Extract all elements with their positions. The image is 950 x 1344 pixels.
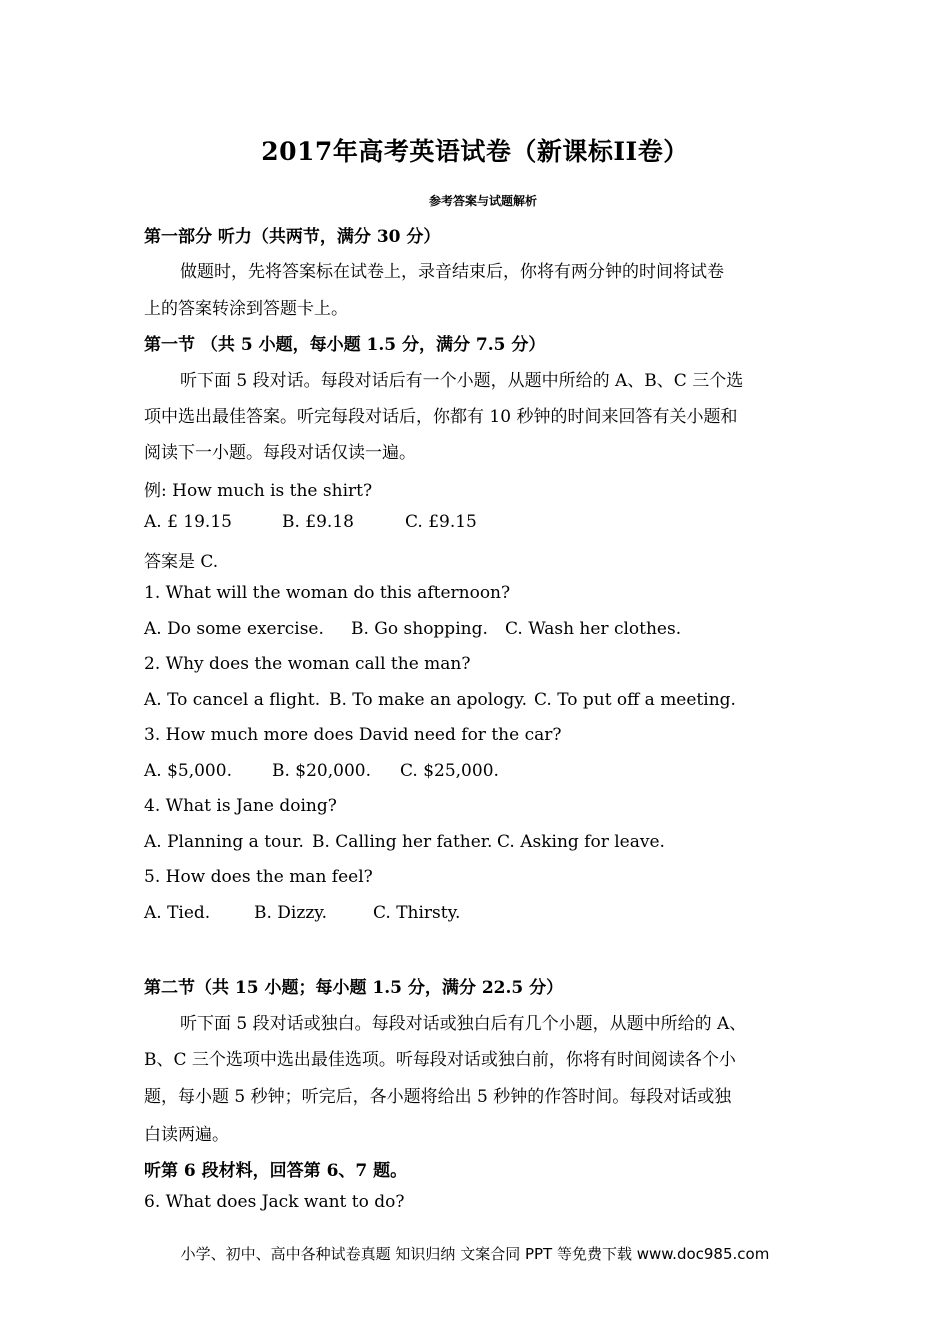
question-4-option-c: C. Asking for leave.: [497, 832, 665, 852]
question-2-option-c: C. To put off a meeting.: [534, 690, 736, 710]
question-2-options: [144, 690, 736, 710]
example-option-c: C. £9.15: [405, 512, 477, 532]
part1-heading: 第一部分 听力（共两节，满分 30 分）: [144, 227, 441, 247]
question-3-option-c: C. $25,000.: [400, 761, 499, 781]
question-6: 6. What does Jack want to do?: [144, 1192, 405, 1212]
page-subtitle: 参考答案与试题解析: [428, 194, 537, 208]
section1-intro-line-3: 阅读下一小题。每段对话仅读一遍。: [144, 443, 416, 463]
question-5: 5. How does the man feel?: [144, 867, 373, 887]
section2-intro-line-4: 白读两遍。: [144, 1125, 229, 1145]
page-footer: 小学、初中、高中各种试卷真题 知识归纳 文案合同 PPT 等免费下载 www.doc985.com: [180, 1245, 770, 1263]
question-1-option-a: A. Do some exercise.: [144, 619, 324, 639]
question-2-option-a: A. To cancel a flight.: [144, 690, 321, 710]
section2-intro-line-1: 听下面 5 段对话或独白。每段对话或独白后有几个小题，从题中所给的 A、: [180, 1014, 747, 1034]
question-5-option-a: A. Tied.: [144, 903, 211, 923]
question-1: 1. What will the woman do this afternoon?: [144, 583, 511, 603]
example-answer: 答案是 C.: [144, 552, 219, 572]
example-question: 例: How much is the shirt?: [144, 481, 373, 501]
question-1-option-c: C. Wash her clothes.: [505, 619, 682, 639]
question-3: 3. How much more does David need for the car?: [144, 725, 562, 745]
question-1-option-b: B. Go shopping.: [351, 619, 488, 639]
question-4-options: [144, 832, 665, 852]
question-2-option-b: B. To make an apology.: [329, 690, 528, 710]
part1-intro-line-2: 上的答案转涂到答题卡上。: [144, 299, 348, 319]
question-1-options: [144, 619, 681, 639]
part1-intro-line-1: 做题时，先将答案标在试卷上，录音结束后，你将有两分钟的时间将试卷: [180, 262, 724, 282]
question-5-options: [144, 903, 460, 923]
example-option-b: B. £9.18: [282, 512, 354, 532]
question-4-option-a: A. Planning a tour.: [144, 832, 304, 852]
section1-intro-line-1: 听下面 5 段对话。每段对话后有一个小题，从题中所给的 A、B、C 三个选: [180, 371, 744, 391]
material-6-heading: 听第 6 段材料，回答第 6、7 题。: [144, 1161, 408, 1181]
question-4-option-b: B. Calling her father.: [312, 832, 493, 852]
question-5-option-c: C. Thirsty.: [373, 903, 461, 923]
page-title: 2017年高考英语试卷（新课标II卷）: [261, 137, 689, 166]
section1-intro-line-2: 项中选出最佳答案。听完每段对话后，你都有 10 秒钟的时间来回答有关小题和: [144, 407, 738, 427]
question-3-options: [144, 761, 499, 781]
example-option-a: A. £ 19.15: [144, 512, 232, 532]
question-3-option-b: B. $20,000.: [272, 761, 372, 781]
question-4: 4. What is Jane doing?: [144, 796, 337, 816]
question-3-option-a: A. $5,000.: [144, 761, 232, 781]
example-options: [144, 512, 477, 532]
section2-heading: 第二节（共 15 小题；每小题 1.5 分，满分 22.5 分）: [144, 978, 564, 998]
section2-intro-line-2: B、C 三个选项中选出最佳选项。听每段对话或独白前，你将有时间阅读各个小: [144, 1050, 736, 1070]
section2-intro-line-3: 题，每小题 5 秒钟；听完后，各小题将给出 5 秒钟的作答时间。每段对话或独: [144, 1087, 732, 1107]
section1-heading: 第一节 （共 5 小题，每小题 1.5 分，满分 7.5 分）: [144, 335, 546, 355]
question-2: 2. Why does the woman call the man?: [144, 654, 471, 674]
question-5-option-b: B. Dizzy.: [254, 903, 328, 923]
